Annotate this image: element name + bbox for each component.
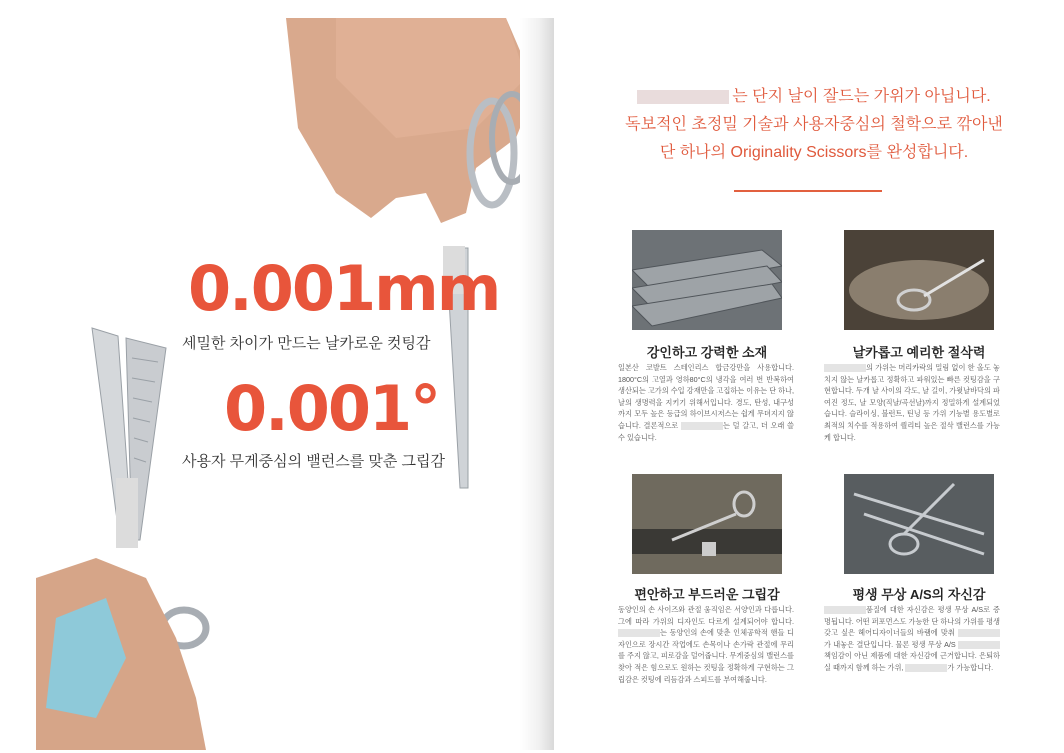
left-page (36, 18, 552, 750)
stat-precision-caption: 세밀한 차이가 만드는 날카로운 컷팅감 (182, 335, 431, 352)
blurred-brand (824, 364, 866, 372)
feature-body-material: 일본산 코발트 스테인리스 합금강만을 사용합니다. 1800°C의 고열과 영하80°C의 냉각을 여러 번 반복하여 생산되는 고가의 수입 강재만을 고집하는 이유는 단 하나, 날의 생명력을 지키기 위해서입니다. 경도, 탄성, 내구성까지 모두 높은 등급의 하이브시저스는 쉽게 무뎌지지 않습니다. 결론적으로 는 덜 갈고, 더 오래 쓸 수 있습니다. (618, 363, 794, 442)
stat-angle-caption: 사용자 무게중심의 밸런스를 맞춘 그립감 (182, 453, 446, 470)
right-page (554, 18, 1064, 750)
feature-image-grip (632, 474, 782, 574)
page-gutter (520, 18, 554, 750)
feature-image-sharpness (844, 230, 994, 330)
feature-title-warranty: 평생 무상 A/S의 자신감 (852, 587, 986, 602)
feature-image-warranty (844, 474, 994, 574)
feature-title-sharpness: 날카롭고 예리한 절삭력 (852, 345, 986, 360)
intro-line-2: 독보적인 초정밀 기술과 사용자중심의 철학으로 깎아낸 (625, 116, 1003, 133)
feature-image-material (632, 230, 782, 330)
feature-body-sharpness: 의 가위는 머리카락의 밀림 없이 한 올도 놓치지 않는 날카롭고 정확하고 파워있는 빠른 컷팅감을 구현합니다. 두개 날 사이의 각도, 날 길이, 가윗날바닥의 파여진 정도, 날 모양(직날/곡선날)까지 정밀하게 설계되었습니다. 슬라이싱, 블런트, 틴닝 등 가위 기능별 용도별로 최적의 치수를 적용하여 퀄리티 높은 절삭 밸런스를 가능케 합니다. (824, 363, 1000, 442)
intro-line-1: 는 단지 날이 잘드는 가위가 아닙니다. (614, 84, 1014, 110)
feature-title-grip: 편안하고 부드러운 그립감 (634, 587, 780, 602)
stat-angle-value: 0.001° (224, 372, 440, 445)
blurred-brand (958, 641, 1000, 649)
intro-line-3: 단 하나의 Originality Scissors를 완성합니다. (659, 144, 969, 161)
blurred-brand (681, 422, 723, 430)
blurred-brand (824, 606, 866, 614)
blurred-brand (637, 90, 729, 104)
blurred-brand (905, 664, 947, 672)
blurred-brand (958, 629, 1000, 637)
feature-body-grip: 동양인의 손 사이즈와 관절 움직임은 서양인과 다릅니다. 그에 따라 가위의 디자인도 다르게 설계되어야 합니다. 는 동양인의 손에 맞춘 인체공학적 핸들 디자인으로 장시간 작업에도 손목이나 손가락 관절에 무리를 주지 않고, 피로감을 덜어줍니다. 무게중심의 밸런스를 찾아 적은 힘으로도 원하는 컷팅을 정확하게 구현하는 그립감은 컷팅에 리듬감과 스피드를 부여해줍니다. (618, 605, 794, 684)
blurred-brand (618, 629, 660, 637)
feature-body-warranty: 품질에 대한 자신감은 평생 무상 A/S로 증명됩니다. 어떤 퍼포먼스도 가능한 단 하나의 가위를 평생 갖고 싶은 헤어디자이너들의 바램에 맞춰 가 내놓은 결단입니다. 물론 평생 무상 A/S 책임감이 아닌 제품에 대한 자신감에 근거합니다. 은퇴하실 때까지 함께 하는 가위, 가 가능합니다. (824, 605, 1000, 672)
stat-precision-value: 0.001mm (188, 252, 500, 325)
accent-divider (734, 190, 882, 192)
feature-title-material: 강인하고 강력한 소재 (646, 345, 768, 360)
